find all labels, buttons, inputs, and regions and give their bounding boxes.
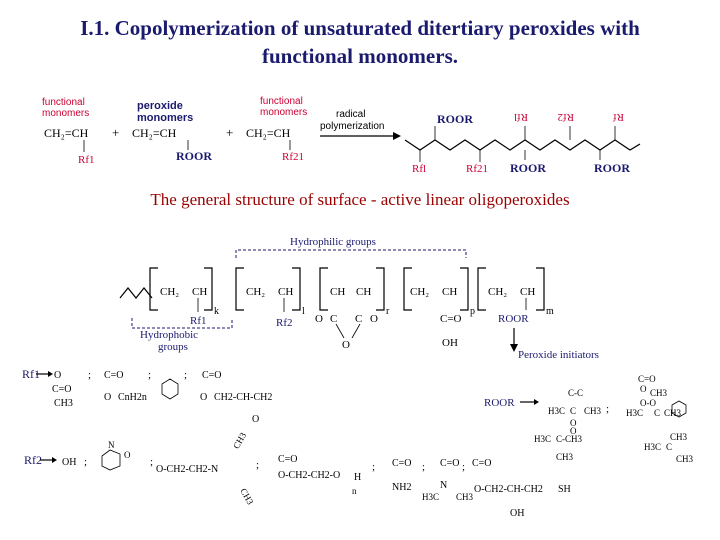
rf2-frag-n-2: N: [440, 480, 448, 491]
unit-k-ch2: CH₂: [160, 286, 180, 298]
separator-2: ;: [148, 369, 152, 381]
functional-monomers-label-2: functional: [260, 96, 303, 107]
roor-separator: ;: [606, 403, 610, 415]
unit-r-o-1: O: [315, 313, 323, 325]
roor-frag-10: C=O: [638, 374, 656, 384]
functional-monomers-label-2b: monomers: [260, 107, 308, 118]
rf2-frag-glycidyl: O-CH2-CH-CH2: [474, 484, 543, 495]
hydrophobic-bracket: [132, 318, 232, 328]
rf2-frag-sh: SH: [558, 484, 571, 495]
product-rfl-rotated-1: Rfl: [513, 111, 528, 123]
roor-frag-19: C: [666, 442, 673, 452]
monomer-3-formula: CH₂=CH: [246, 126, 291, 140]
functional-monomers-label-1b: monomers: [42, 108, 90, 119]
rf1-frag-co-3: C=O: [202, 370, 222, 381]
rf2-frag-h: H: [354, 472, 362, 483]
roor-frag-12: CH3: [650, 388, 668, 398]
bracket-r-left: [320, 268, 328, 310]
peroxide-monomers-label: peroxide: [137, 100, 183, 112]
chain-start-zigzag: [120, 288, 152, 298]
rf2-frag-ch3-3: CH3: [456, 492, 474, 502]
roor-frag-5: O: [570, 418, 577, 428]
plus-sign-2: +: [226, 125, 234, 140]
roor-frag-4: CH3: [584, 406, 602, 416]
rf1-fragments: [22, 367, 272, 425]
unit-r-c-2: C: [355, 313, 363, 325]
functional-monomers-label-1: functional: [42, 97, 85, 108]
product-rf2-rotated: Rf2: [557, 111, 574, 123]
arrow-label-radical: radical: [336, 109, 366, 120]
unit-k-rf1: Rf1: [190, 315, 207, 327]
hydrophilic-bracket: [236, 250, 466, 258]
rf1-frag-co: C=O: [52, 384, 72, 395]
unit-p-ch2: CH₂: [410, 286, 430, 298]
unit-m-ch: CH: [520, 286, 536, 298]
subscript-r: r: [386, 306, 390, 317]
rf1-frag-ch3: CH3: [54, 398, 73, 409]
peroxide-initiators-label: Peroxide initiators: [518, 349, 599, 361]
rf1-frag-co-2: C=O: [104, 370, 124, 381]
roor-arrowhead: [534, 399, 539, 405]
rf2-frag-co-1: C=O: [278, 454, 298, 465]
roor-frag-14: H3C: [626, 408, 644, 418]
unit-r-o-2: O: [370, 313, 378, 325]
product-rf21: Rf21: [466, 163, 488, 175]
unit-l-rf2: Rf2: [276, 317, 293, 329]
peroxide-arrowhead: [510, 344, 518, 352]
roor-row-label: ROOR: [484, 397, 515, 409]
subscript-p: p: [470, 306, 475, 317]
rf2-frag-ch3-1: CH3: [231, 430, 249, 451]
unit-m-ch2: CH₂: [488, 286, 508, 298]
arrow-label-polymerization: polymerization: [320, 121, 385, 132]
bracket-l-left: [236, 268, 244, 310]
peroxide-monomers-label-b: monomers: [137, 112, 194, 124]
roor-frag-9: CH3: [556, 452, 574, 462]
unit-k-ch: CH: [192, 286, 208, 298]
unit-p-ch: CH: [442, 286, 458, 298]
rf2-frag-ch3-2: CH3: [238, 486, 256, 507]
rf2-frag-oh-2: OH: [510, 508, 525, 519]
rf2-frag-amine: O-CH2-CH2-N: [156, 464, 219, 475]
roor-frag-17: CH3: [670, 432, 688, 442]
oligoperoxide-structure: [120, 236, 599, 361]
monomer-2-formula: CH₂=CH: [132, 126, 177, 140]
reaction-arrowhead: [393, 132, 401, 140]
rf2-row-label: Rf2: [24, 453, 42, 467]
unit-r-c-1: C: [330, 313, 338, 325]
roor-frag-6: O: [570, 426, 577, 436]
rf2-frag-n: N: [108, 440, 115, 450]
title-line-2: functional monomers.: [262, 44, 458, 68]
rf2-frag-co-4: C=O: [472, 458, 492, 469]
unit-m-roor: ROOR: [498, 313, 529, 325]
rf2-sep-2: ;: [150, 456, 154, 468]
benzene-ring-icon: [162, 379, 178, 399]
product-rf-rotated: Rf: [613, 111, 624, 123]
unit-r-bond-2: [352, 324, 360, 338]
roor-frag-13: O-O: [640, 398, 656, 408]
unit-p-c-o: C=O: [440, 313, 462, 325]
hydrophobic-label-1: Hydrophobic: [140, 329, 199, 341]
product-roor-top: ROOR: [437, 112, 473, 126]
roor-frag-11: O: [640, 384, 647, 394]
rf1-arrowhead: [48, 371, 53, 377]
rf21-label: Rf21: [282, 151, 304, 163]
subscript-l: l: [302, 306, 305, 317]
roor-frag-20: CH3: [676, 454, 694, 464]
unit-r-o-bridge: O: [342, 339, 350, 351]
unit-l-ch2: CH₂: [246, 286, 266, 298]
roor-frag-3: C: [570, 406, 577, 416]
rf1-frag-epoxy-o: O: [252, 414, 260, 425]
bracket-m-left: [478, 268, 486, 310]
subscript-m: m: [546, 306, 554, 317]
rf1-frag-epoxy: CH2-CH-CH2: [214, 392, 273, 403]
rf2-frag-co-2: C=O: [392, 458, 412, 469]
title-line-1: I.1. Copolymerization of unsaturated ditertiary peroxides with: [80, 16, 640, 40]
roor-frag-18: H3C: [644, 442, 662, 452]
unit-r-ch-1: CH: [330, 286, 346, 298]
bracket-r-right: [376, 268, 384, 310]
roor-frag-8: C-CH3: [556, 434, 583, 444]
rf2-sep-1: ;: [84, 456, 88, 468]
unit-r-ch-2: CH: [356, 286, 372, 298]
reaction-scheme: [42, 96, 640, 175]
rf2-arrowhead: [52, 457, 57, 463]
rf2-fragments: [24, 430, 571, 519]
rf2-frag-peg: O-CH2-CH2-O: [278, 470, 341, 481]
roor-frag-7: H3C: [534, 434, 552, 444]
roor-frag-2: H3C: [548, 406, 566, 416]
rf2-sep-4: ;: [372, 461, 376, 473]
slide-subtitle: The general structure of surface - active linear oligoperoxides: [150, 190, 570, 209]
separator-1: ;: [88, 369, 92, 381]
rf1-row-label: Rf1: [22, 367, 40, 381]
bracket-k-left: [150, 268, 158, 310]
hydrophobic-label-2: groups: [158, 341, 188, 353]
rf1-frag-o-2: O: [104, 392, 112, 403]
unit-l-ch: CH: [278, 286, 294, 298]
unit-p-oh: OH: [442, 337, 458, 349]
rf1-label: Rf1: [78, 154, 95, 166]
plus-sign-1: +: [112, 125, 120, 140]
roor-label: ROOR: [176, 149, 212, 163]
rf2-sep-6: ;: [462, 461, 466, 473]
separator-3: ;: [184, 369, 188, 381]
roor-frag-16: C: [654, 408, 661, 418]
rf2-frag-oh: OH: [62, 457, 77, 468]
rf2-frag-h3c: H3C: [422, 492, 440, 502]
subscript-k: k: [214, 306, 219, 317]
rf2-sep-5: ;: [422, 461, 426, 473]
rf2-frag-co-3: C=O: [440, 458, 460, 469]
pyrrolidone-ring-icon: [102, 450, 120, 470]
rf1-frag-cnh2n: CnH2n: [118, 392, 147, 403]
roor-fragments: [484, 374, 694, 464]
rf2-frag-o: O: [124, 450, 131, 460]
product-roor-bottom-2: ROOR: [594, 161, 630, 175]
product-roor-bottom-1: ROOR: [510, 161, 546, 175]
unit-r-bond-1: [336, 324, 344, 338]
product-rfl: Rfl: [412, 163, 427, 175]
rf2-frag-nh2: NH2: [392, 482, 412, 493]
rf1-frag-o-3: O: [200, 392, 208, 403]
rf1-frag-o: O: [54, 370, 62, 381]
bracket-m-right: [536, 268, 544, 310]
rf2-sep-3: ;: [256, 459, 260, 471]
hydrophilic-groups-label: Hydrophilic groups: [290, 236, 376, 248]
roor-frag-15: CH3: [664, 408, 682, 418]
monomer-1-formula: CH₂=CH: [44, 126, 89, 140]
rf2-frag-n-sub: n: [352, 486, 357, 496]
roor-frag-1: C-C: [568, 388, 584, 398]
bracket-p-right: [460, 268, 468, 310]
product-backbone: [405, 140, 640, 150]
